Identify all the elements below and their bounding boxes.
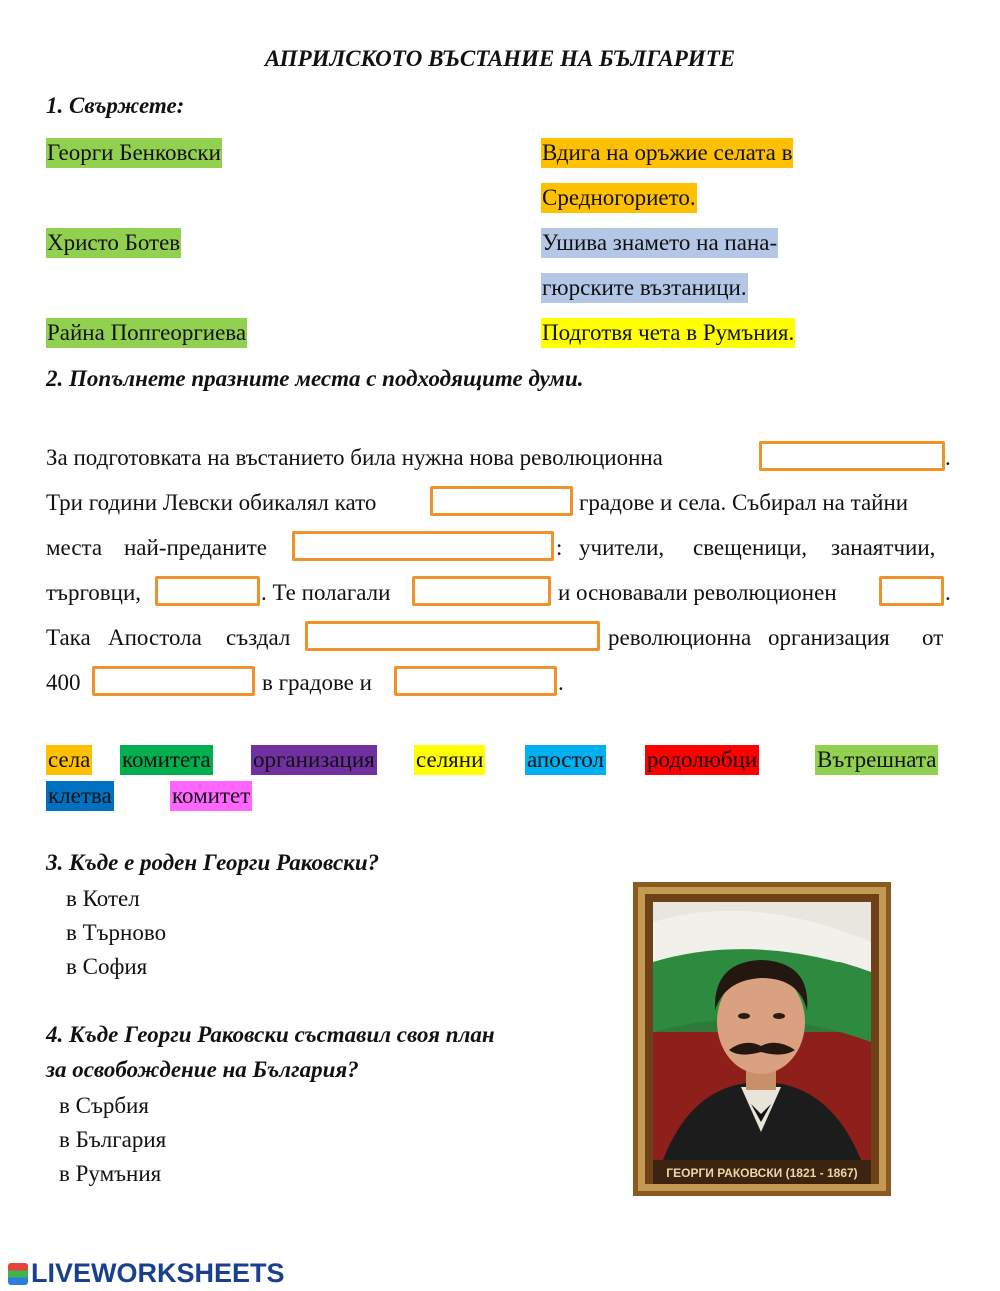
q2-text: . Те полагали: [261, 580, 391, 605]
blank-input-4[interactable]: [155, 576, 260, 606]
word-chip[interactable]: организация: [251, 745, 377, 775]
q2-heading: 2. Попълнете празните места с подходящите думи.: [46, 366, 584, 391]
word-chip[interactable]: родолюбци: [645, 745, 759, 775]
q1-right-item-2[interactable]: [541, 228, 778, 303]
q1-left-label: Христо Ботев: [46, 228, 181, 258]
blank-input-1[interactable]: [759, 441, 945, 471]
q1-right-item-3[interactable]: [541, 318, 795, 348]
blank-input-3[interactable]: [292, 531, 554, 561]
q1-left-label: Георги Бенковски: [46, 138, 222, 168]
q1-left-item-1[interactable]: [46, 138, 222, 168]
q4-heading-line-2: за освобождение на България?: [46, 1057, 359, 1082]
q3-option[interactable]: в София: [66, 954, 148, 979]
q1-right-line: Средногорието.: [541, 183, 697, 213]
q2-text: :: [556, 535, 563, 560]
q2-text: революционна: [608, 625, 752, 650]
q3-option[interactable]: в Котел: [66, 886, 140, 911]
blank-input-7[interactable]: [305, 621, 600, 651]
q2-text: търговци,: [46, 580, 142, 605]
q2-text: Три години Левски обикалял като: [46, 490, 377, 515]
q2-text: учители,: [579, 535, 665, 560]
q2-text: създал: [226, 625, 291, 650]
q2-text: Апостола: [108, 625, 202, 650]
liveworksheets-logo: [8, 1258, 285, 1289]
q2-text: .: [945, 580, 951, 605]
q1-right-line: Ушива знамето на пана-: [541, 228, 778, 258]
q2-text: градове и села. Събирал на тайни: [579, 490, 909, 515]
q2-text: от: [922, 625, 944, 650]
word-chip[interactable]: комитета: [120, 745, 213, 775]
q4-option[interactable]: в България: [59, 1127, 167, 1152]
word-chip[interactable]: апостол: [525, 745, 606, 775]
q1-left-label: Райна Попгеоргиева: [46, 318, 247, 348]
q2-text: и основавали революционен: [558, 580, 837, 605]
q2-text: Така: [46, 625, 91, 650]
q2-text: места: [46, 535, 103, 560]
q4-heading-line-1: 4. Къде Георги Раковски съставил своя план: [46, 1022, 495, 1047]
q1-right-line: Вдига на оръжие селата в: [541, 138, 793, 168]
q2-text: в градове и: [262, 670, 372, 695]
blank-input-9[interactable]: [394, 666, 557, 696]
q2-text: .: [558, 670, 564, 695]
q2-text: занаятчии,: [831, 535, 936, 560]
q2-text: свещеници,: [693, 535, 808, 560]
blank-input-8[interactable]: [92, 666, 255, 696]
page-title: АПРИЛСКОТО ВЪСТАНИЕ НА БЪЛГАРИТЕ: [264, 46, 736, 71]
logo-text: LIVEWORKSHEETS: [31, 1258, 285, 1288]
q3-heading: 3. Къде е роден Георги Раковски?: [46, 850, 380, 875]
word-chip[interactable]: комитет: [170, 781, 252, 811]
q1-heading: 1. Свържете:: [46, 93, 185, 118]
q2-text: 400: [46, 670, 81, 695]
q1-left-item-2[interactable]: [46, 228, 181, 258]
blank-input-6[interactable]: [879, 576, 944, 606]
q1-right-line: Подготвя чета в Румъния.: [541, 318, 795, 348]
q3-option[interactable]: в Търново: [66, 920, 167, 945]
q1-right-item-1[interactable]: [541, 138, 793, 213]
portrait-frame: [633, 882, 891, 1196]
q2-text: най-преданите: [124, 535, 267, 560]
q2-text: За подготовката на въстанието била нужна нова революционна: [46, 445, 663, 470]
q1-right-line: гюрските възтаници.: [541, 273, 748, 303]
q4-option[interactable]: в Румъния: [59, 1161, 162, 1186]
word-chip[interactable]: Вътрешната: [815, 745, 938, 775]
portrait-caption: ГЕОРГИ РАКОВСКИ (1821 - 1867): [666, 1166, 858, 1180]
q1-left-item-3[interactable]: [46, 318, 247, 348]
portrait-image: [633, 882, 891, 1196]
blank-input-5[interactable]: [412, 576, 551, 606]
word-chip[interactable]: селяни: [414, 745, 485, 775]
q4-option[interactable]: в Сърбия: [59, 1093, 149, 1118]
word-chip[interactable]: села: [46, 745, 92, 775]
logo-icon: [8, 1263, 28, 1285]
word-chip[interactable]: клетва: [46, 781, 114, 811]
q2-text: организация: [768, 625, 890, 650]
blank-input-2[interactable]: [430, 486, 573, 516]
q2-text: .: [945, 445, 951, 470]
